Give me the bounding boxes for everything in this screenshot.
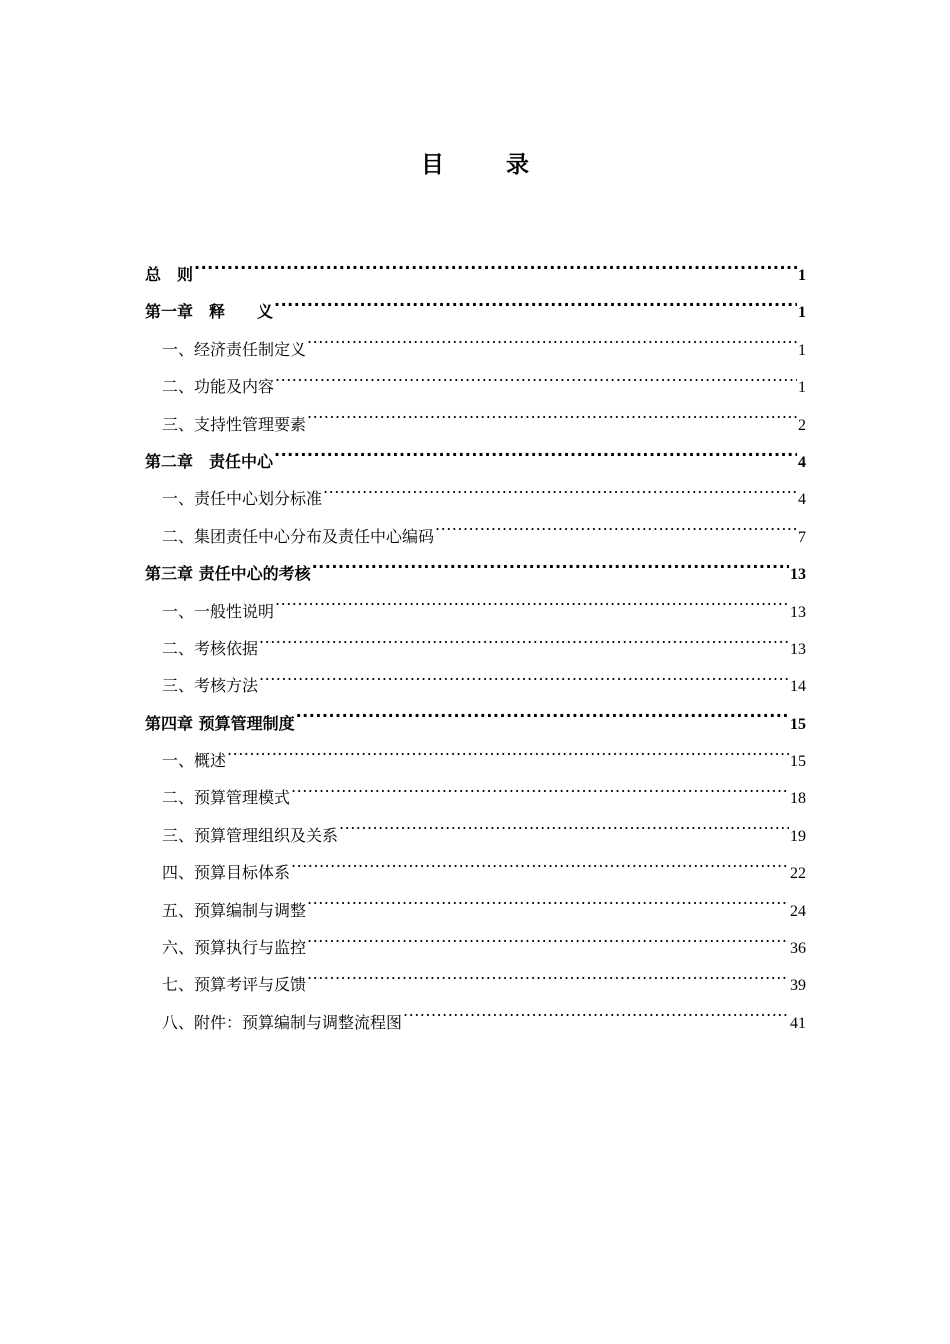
- toc-chapter-entry[interactable]: [145, 256, 806, 293]
- toc-dot-leader: [194, 264, 797, 280]
- toc-entry-label: 第四章 预算管理制度: [145, 713, 295, 733]
- toc-dot-leader: [291, 862, 789, 878]
- toc-section-entry[interactable]: [145, 667, 806, 704]
- toc-entry-label: 一、责任中心划分标准: [162, 489, 323, 509]
- toc-entry-label: 第二章 责任中心: [145, 451, 274, 471]
- toc-page-number: 13: [790, 640, 806, 658]
- toc-page-number: 1: [798, 341, 806, 359]
- toc-dot-leader: [312, 563, 789, 579]
- toc-entry-label: 二、功能及内容: [162, 377, 275, 397]
- toc-dot-leader: [259, 675, 789, 691]
- toc-page-number: 24: [790, 902, 806, 920]
- toc-section-entry[interactable]: [145, 518, 806, 555]
- page-title: [0, 146, 950, 179]
- toc-entry-label: 第三章 责任中心的考核: [145, 564, 311, 584]
- toc-page-number: 13: [790, 603, 806, 621]
- toc-page-number: 19: [790, 827, 806, 845]
- toc-section-entry[interactable]: [145, 742, 806, 779]
- toc-entry-label: 三、支持性管理要素: [162, 414, 307, 434]
- toc-page-number: 4: [798, 453, 806, 471]
- toc-page-number: 15: [790, 753, 806, 771]
- toc-page-number: 14: [790, 678, 806, 696]
- toc-section-entry[interactable]: [145, 331, 806, 368]
- toc-section-entry[interactable]: [145, 368, 806, 405]
- toc-chapter-entry[interactable]: [145, 555, 806, 592]
- toc-dot-leader: [274, 301, 797, 317]
- toc-section-entry[interactable]: [145, 892, 806, 929]
- toc-entry-label: 总 则: [145, 265, 194, 284]
- toc-page-number: 13: [790, 566, 806, 584]
- toc-page-number: 2: [798, 416, 806, 434]
- toc-page-number: 1: [798, 304, 806, 322]
- toc-entry-label: 一、概述: [162, 751, 227, 771]
- title-char-1: 目: [421, 152, 444, 178]
- toc-dot-leader: [307, 414, 797, 430]
- toc-entry-label: 八、附件：预算编制与调整流程图: [162, 1012, 403, 1032]
- toc-entry-label: 五、预算编制与调整: [162, 900, 307, 920]
- toc-page-number: 41: [790, 1014, 806, 1032]
- toc-section-entry[interactable]: [145, 929, 806, 966]
- toc-entry-label: 一、经济责任制定义: [162, 339, 307, 359]
- toc-page-number: 39: [790, 977, 806, 995]
- toc-dot-leader: [307, 974, 789, 990]
- toc-dot-leader: [403, 1012, 789, 1028]
- toc-dot-leader: [435, 526, 797, 542]
- toc-section-entry[interactable]: [145, 854, 806, 891]
- toc-entry-label: 七、预算考评与反馈: [162, 975, 307, 995]
- toc-entry-label: 二、预算管理模式: [162, 788, 291, 808]
- toc-chapter-entry[interactable]: [145, 293, 806, 330]
- toc-dot-leader: [259, 638, 789, 654]
- toc-page-number: 36: [790, 940, 806, 958]
- toc-entry-label: 第一章 释 义: [145, 302, 274, 322]
- toc-section-entry[interactable]: [145, 966, 806, 1003]
- toc-dot-leader: [275, 601, 789, 617]
- toc-page-number: 1: [798, 267, 806, 284]
- toc-dot-leader: [291, 787, 789, 803]
- toc-dot-leader: [307, 900, 789, 916]
- toc-page-number: 15: [790, 715, 806, 733]
- toc-section-entry[interactable]: [145, 817, 806, 854]
- toc-entry-label: 四、预算目标体系: [162, 863, 291, 883]
- toc-entry-label: 二、考核依据: [162, 638, 259, 658]
- toc-dot-leader: [296, 713, 789, 729]
- toc-section-entry[interactable]: [145, 593, 806, 630]
- toc-dot-leader: [339, 825, 789, 841]
- toc-page-number: 18: [790, 790, 806, 808]
- toc-dot-leader: [227, 750, 789, 766]
- toc-chapter-entry[interactable]: [145, 705, 806, 742]
- toc-dot-leader: [307, 937, 789, 953]
- table-of-contents: [145, 256, 806, 1041]
- toc-entry-label: 二、集团责任中心分布及责任中心编码: [162, 526, 435, 546]
- toc-dot-leader: [307, 339, 797, 355]
- toc-entry-label: 三、考核方法: [162, 676, 259, 696]
- toc-entry-label: 六、预算执行与监控: [162, 938, 307, 958]
- title-char-2: 录: [506, 152, 529, 178]
- toc-section-entry[interactable]: [145, 779, 806, 816]
- toc-section-entry[interactable]: [145, 480, 806, 517]
- toc-section-entry[interactable]: [145, 1004, 806, 1041]
- toc-dot-leader: [323, 488, 797, 504]
- toc-page-number: 7: [798, 528, 806, 546]
- toc-section-entry[interactable]: [145, 630, 806, 667]
- toc-section-entry[interactable]: [145, 406, 806, 443]
- toc-entry-label: 一、一般性说明: [162, 601, 275, 621]
- toc-dot-leader: [274, 451, 797, 467]
- toc-page-number: 1: [798, 379, 806, 397]
- toc-dot-leader: [275, 376, 797, 392]
- toc-page-number: 4: [798, 491, 806, 509]
- toc-entry-label: 三、预算管理组织及关系: [162, 825, 339, 845]
- toc-chapter-entry[interactable]: [145, 443, 806, 480]
- toc-page-number: 22: [790, 865, 806, 883]
